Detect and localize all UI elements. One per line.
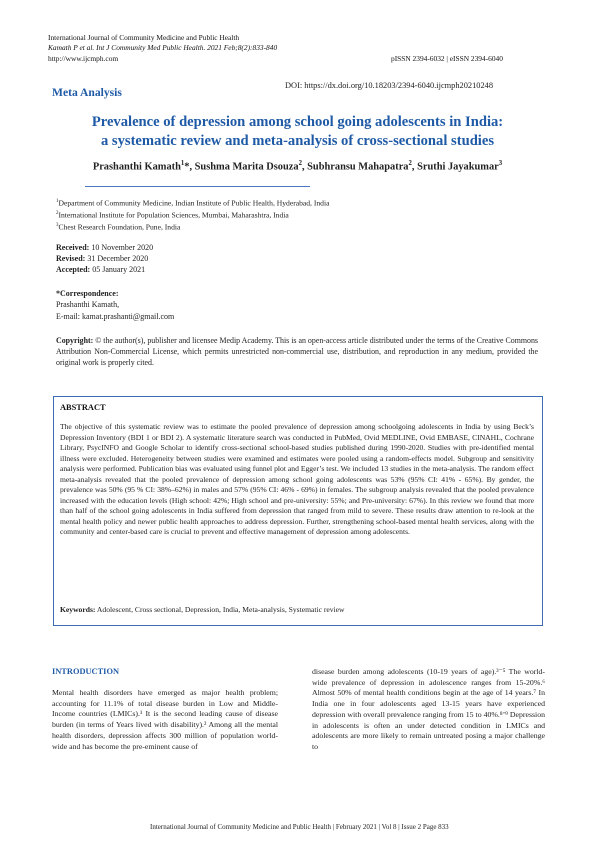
author-sup: 1 [180,160,185,167]
introduction-right-column: disease burden among adolescents (10-19 years of age).³⁻⁵ The world-wide prevalence of depression in adolescence ranges from 15-20%.⁶ Almost 50% of mental health conditions begin at the age of 14 years.⁷ In India one in four adolescents aged 13-15 years have experienced depression with overall prevalence ranging from 15 to 40%.⁸ʼ⁹ Depression in adolescents is often an under detected condition in LMICs and adolescents are more likely to remain untreated posing a major challenge to [312,667,545,751]
author-sup: 2 [408,160,412,167]
affiliation-num: 1 [56,199,59,204]
correspondence-email[interactable]: E-mail: kamat.prashanti@gmail.com [56,312,175,321]
citation: Kamath P et al. Int J Community Med Public Health. 2021 Feb;8(2):833-840 [48,43,278,52]
author-sup: 2 [298,160,302,167]
abstract-heading: ABSTRACT [60,403,106,412]
received-date [56,242,153,253]
abstract-text: The objective of this systematic review was to estimate the pooled prevalence of depression among schoolgoing adolescents in India by using Beck’s Depression Inventory (BDI 1 or BDI 2). A systematic literature search was conducted in PubMed, Ovid MEDLINE, Ovid EMBASE, CINAHL, Cochrane Library, PsycINFO and Google Scholar to identify cross-sectional school-based studies published during 1990-2020. Studies with pre-identified mental illness were excluded. Heterogeneity between studies were examined and estimates were pooled using a random-effects model. Subgroup and sensitivity analysis were performed. Publication bias was evaluated using funnel plot and Egger’s test. We included 13 studies in the meta-analysis. The random effect meta-analysis revealed that the pooled prevalence of depression among school going adolescents was 53% (95% CI: 41% - 65%). By gender, the prevalence was 50% (95 % CI: 38%–62%) in males and 57% (95% CI: 46% - 69%) in females. The subgroup analysis revealed that the pooled prevalence increased with the education levels (High school: 42%; High school and pre-university: 55%; and Pre-university: 67%). In this review we found that more than half of the school going adolescents in India suffered from depression that ranged from mild to severe. These results draw attention to re-look at the mental health policy and newer public health approaches to address depression. Further, strengthening school-based mental health services, along with the community and center-based care is crucial to prevent and effective management of depression among adolescents. [60,422,534,536]
article-title [40,113,555,151]
author-sep: , [301,161,308,173]
keywords-text: Adolescent, Cross sectional, Depression, India, Meta-analysis, Systematic review [96,605,345,614]
revised-date [56,253,148,264]
website-link[interactable]: http://www.ijcmph.com [48,54,119,63]
introduction-heading: INTRODUCTION [52,667,120,676]
copyright-notice [56,335,538,368]
correspondence-label: *Correspondence: [56,289,119,298]
affiliation [56,196,329,209]
author-name: Subhransu Mahapatra [307,161,409,173]
author-sep: , [411,161,418,173]
title-line-1: Prevalence of depression among school going adolescents in India: [91,114,504,130]
accepted-value: 05 January 2021 [92,265,146,274]
divider [85,186,310,187]
affiliation-text: Department of Community Medicine, Indian Institute of Public Health, Hyderabad, India [58,198,330,208]
revised-label: Revised: [56,254,86,263]
accepted-date [56,264,145,275]
journal-name: International Journal of Community Medicine and Public Health [48,33,240,42]
title-line-2: a systematic review and meta-analysis of cross-sectional studies [100,133,495,149]
author-name: Prashanthi Kamath [92,161,181,173]
copyright-text: © the author(s), publisher and licensee Medip Academy. This is an open-access article distributed under the terms of the Creative Commons Attribution Non-Commercial License, which permits unrestricted non-commercial use, distribution, and reproduction in any medium, provided the original work is properly cited. [56,336,538,367]
affiliation-num: 2 [56,211,59,216]
author-sup: 3 [498,160,503,167]
introduction-left-column: Mental health disorders have emerged as major health problem; accounting for 11.1% of total disease burden in Low and Middle-Income countries (LMICs).¹ It is the second leading cause of disease burden (in terms of Years lived with disability).² Among all the mental health disorders, depression affects 300 million of population world-wide and has become the pre-eminent cause of [52,688,278,751]
affiliation [56,208,289,221]
affiliation-text: International Institute for Population Sciences, Mumbai, Maharashtra, India [58,210,289,220]
revised-value: 31 December 2020 [87,254,149,263]
author-sep: *, [184,161,195,173]
accepted-label: Accepted: [56,265,91,274]
author-name: Sruthi Jayakumar [417,161,499,173]
affiliation [56,220,180,233]
keywords [60,605,534,614]
article-type: Meta Analysis [52,86,122,99]
affiliation-num: 3 [56,223,59,228]
received-value: 10 November 2020 [91,243,154,252]
authors [40,160,555,172]
received-label: Received: [56,243,90,252]
correspondence-name: Prashanthi Kamath, [56,300,120,309]
author-name: Sushma Marita Dsouza [194,161,299,173]
copyright-label: Copyright: [56,336,94,345]
doi-link[interactable]: DOI: https://dx.doi.org/10.18203/2394-6040.ijcmph20210248 [285,81,494,90]
page-footer: International Journal of Community Medicine and Public Health | February 2021 | Vol 8 | Issue 2 Page 833 [150,823,449,831]
issn: pISSN 2394-6032 | eISSN 2394-6040 [391,54,503,63]
affiliation-text: Chest Research Foundation, Pune, India [58,222,181,232]
keywords-label: Keywords: [60,605,96,614]
